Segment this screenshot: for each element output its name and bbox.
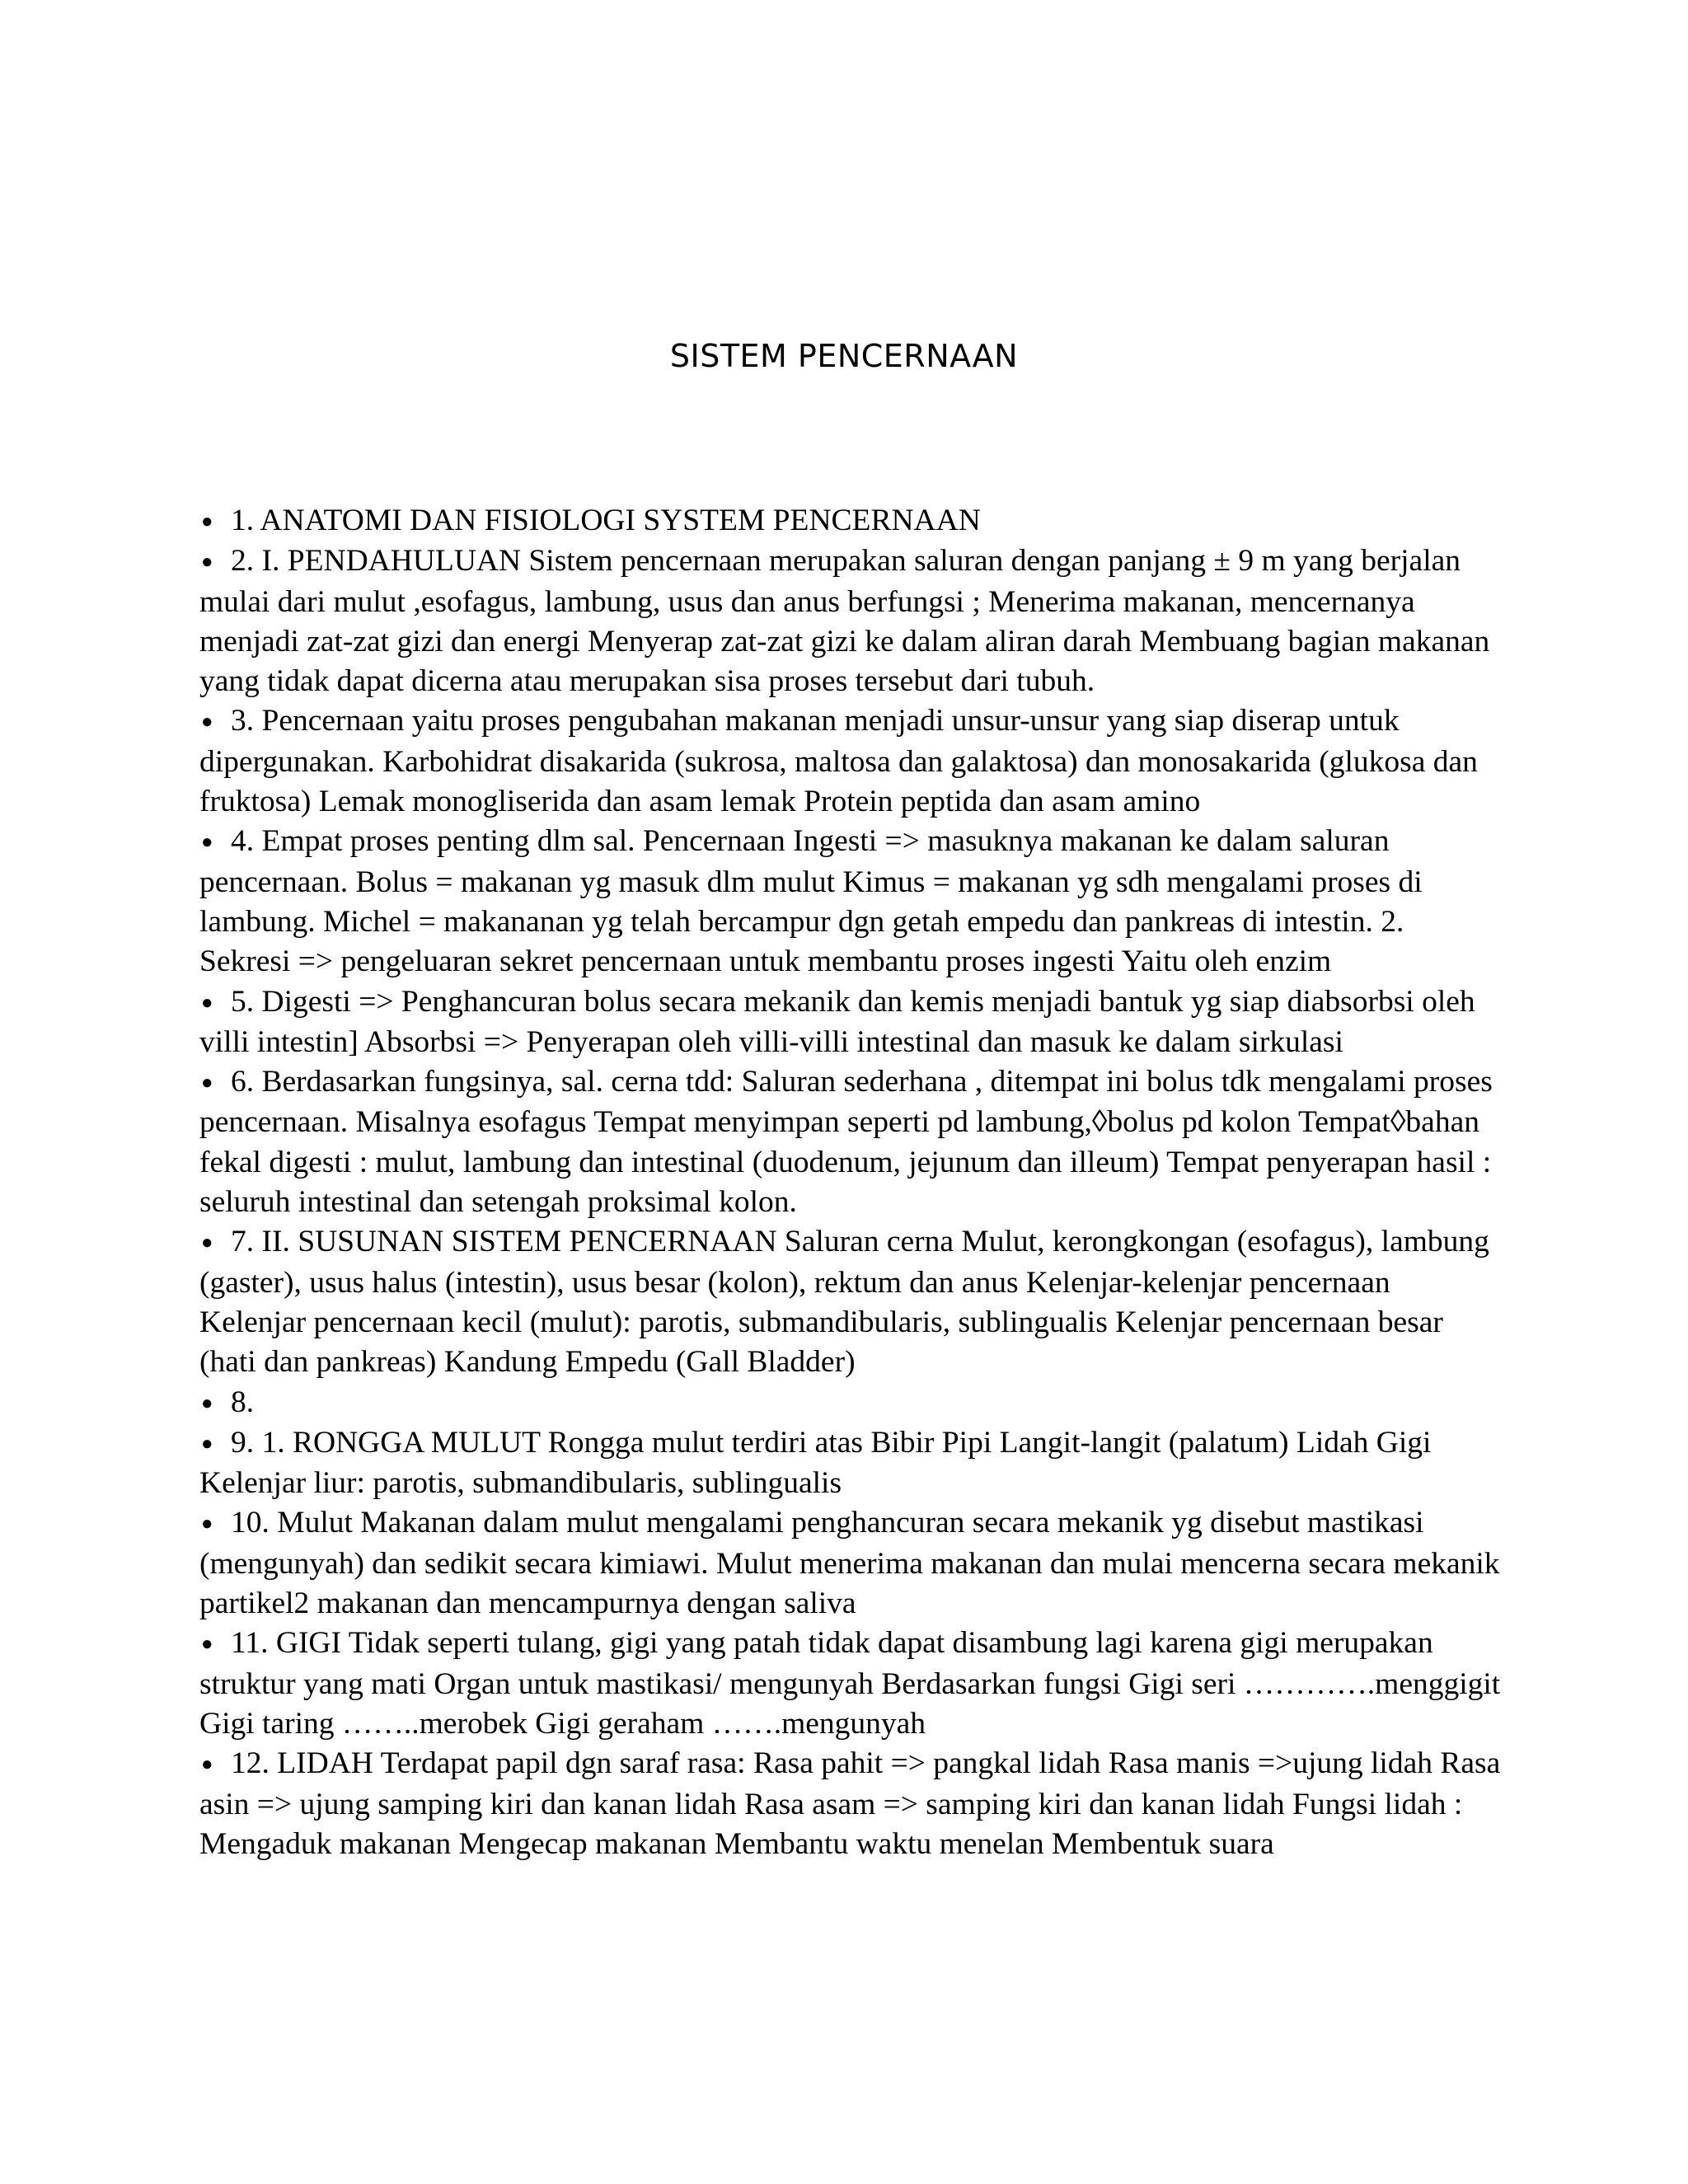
- list-item: [199, 822, 1502, 982]
- page-title: SISTEM PENCERNAAN: [669, 338, 1019, 374]
- bullet-icon: ●: [201, 711, 213, 733]
- list-item: [199, 1383, 1502, 1423]
- list-item-text: 4. Empat proses penting dlm sal. Pencernaan Ingesti => masuknya makanan ke dalam saluran pencernaan. Bolus = makanan yg masuk dlm mulut Kimus = makanan yg sdh mengalami proses di lambung. Michel = makananan yg telah bercampur dgn getah empedu dan pankreas di intestin. 2. Sekresi => pengeluaran sekret pencernaan untuk membantu proses ingesti Yaitu oleh enzim: [199, 824, 1423, 979]
- bullet-icon: ●: [201, 991, 213, 1014]
- list-item: [199, 541, 1502, 701]
- bullet-icon: ●: [201, 1432, 213, 1455]
- bullet-icon: ●: [201, 1633, 213, 1656]
- list-item: [199, 1744, 1502, 1864]
- bullet-icon: ●: [201, 1513, 213, 1535]
- list-item-text: 10. Mulut Makanan dalam mulut mengalami penghancuran secara mekanik yg disebut mastikasi (mengunyah) dan sedikit secara kimiawi. Mulut menerima makanan dan mulai mencerna secara mekanik partikel2 makanan dan mencampurnya dengan saliva: [199, 1506, 1500, 1621]
- list-item: [199, 982, 1502, 1063]
- list-item: [199, 501, 1502, 541]
- list-item: [199, 1062, 1502, 1222]
- list-item-text: 6. Berdasarkan fungsinya, sal. cerna tdd: Saluran sederhana , ditempat ini bolus tdk mengalami proses pencernaan. Misalnya esofagus Tempat menyimpan seperti pd lambung,◊bolus pd kolon Tempat◊bahan fekal digesti : mulut, lambung dan intestinal (duodenum, jejunum dan illeum) Tempat penyerapan hasil : seluruh intestinal dan setengah proksimal kolon.: [199, 1065, 1493, 1220]
- list-item: [199, 1423, 1502, 1504]
- list-item-text: 3. Pencernaan yaitu proses pengubahan makanan menjadi unsur-unsur yang siap diserap untuk dipergunakan. Karbohidrat disakarida (sukrosa, maltosa dan galaktosa) dan monosakarida (glukosa dan fruktosa) Lemak monogliserida dan asam lemak Protein peptida dan asam amino: [199, 704, 1478, 819]
- list-item: [199, 1624, 1502, 1744]
- list-item: [199, 1222, 1502, 1382]
- list-item-text: 1. ANATOMI DAN FISIOLOGI SYSTEM PENCERNAAN: [231, 504, 981, 537]
- list-item-text: 8.: [231, 1385, 255, 1419]
- bullet-icon: ●: [201, 832, 213, 854]
- bullet-icon: ●: [201, 1072, 213, 1094]
- list-item: [199, 701, 1502, 822]
- list-item-text: 12. LIDAH Terdapat papil dgn saraf rasa: Rasa pahit => pangkal lidah Rasa manis =>ujung lidah Rasa asin => ujung samping kiri dan kanan lidah Rasa asam => samping kiri dan kanan lidah Fungsi lidah : Mengaduk makanan Mengecap makanan Membantu waktu menelan Membentuk suara: [199, 1746, 1501, 1861]
- list-item-text: 7. II. SUSUNAN SISTEM PENCERNAAN Saluran cerna Mulut, kerongkongan (esofagus), lambung (gaster), usus halus (intestin), usus besar (kolon), rektum dan anus Kelenjar-kelenjar pencernaan Kelenjar pencernaan kecil (mulut): parotis, submandibularis, sublingualis Kelenjar pencernaan besar (hati dan pankreas) Kandung Empedu (Gall Bladder): [199, 1225, 1489, 1380]
- list-item-text: 5. Digesti => Penghancuran bolus secara mekanik dan kemis menjadi bantuk yg siap diabsorbsi oleh villi intestin] Absorbsi => Penyerapan oleh villi-villi intestinal dan masuk ke dalam sirkulasi: [199, 984, 1475, 1059]
- bullet-icon: ●: [201, 551, 213, 574]
- bullet-icon: ●: [201, 511, 213, 532]
- bullet-icon: ●: [201, 1232, 213, 1254]
- list-item-text: 9. 1. RONGGA MULUT Rongga mulut terdiri atas Bibir Pipi Langit-langit (palatum) Lidah Gigi Kelenjar liur: parotis, submandibularis, sublingualis: [199, 1425, 1432, 1501]
- list-item: [199, 1503, 1502, 1624]
- list-item-text: 11. GIGI Tidak seperti tulang, gigi yang patah tidak dapat disambung lagi karena gigi merupakan struktur yang mati Organ untuk mastikasi/ mengunyah Berdasarkan fungsi Gigi seri ………….menggigit Gigi taring ……..merobek Gigi geraham …….mengunyah: [199, 1626, 1501, 1741]
- bullet-icon: ●: [201, 1392, 213, 1414]
- bullet-icon: ●: [201, 1754, 213, 1776]
- list-item-text: 2. I. PENDAHULUAN Sistem pencernaan merupakan saluran dengan panjang ± 9 m yang berjalan mulai dari mulut ,esofagus, lambung, usus dan anus berfungsi ; Menerima makanan, mencernanya menjadi zat-zat gizi dan energi Menyerap zat-zat gizi ke dalam aliran darah Membuang bagian makanan yang tidak dapat dicerna atau merupakan sisa proses tersebut dari tubuh.: [199, 544, 1490, 699]
- bullet-list: [199, 501, 1502, 1864]
